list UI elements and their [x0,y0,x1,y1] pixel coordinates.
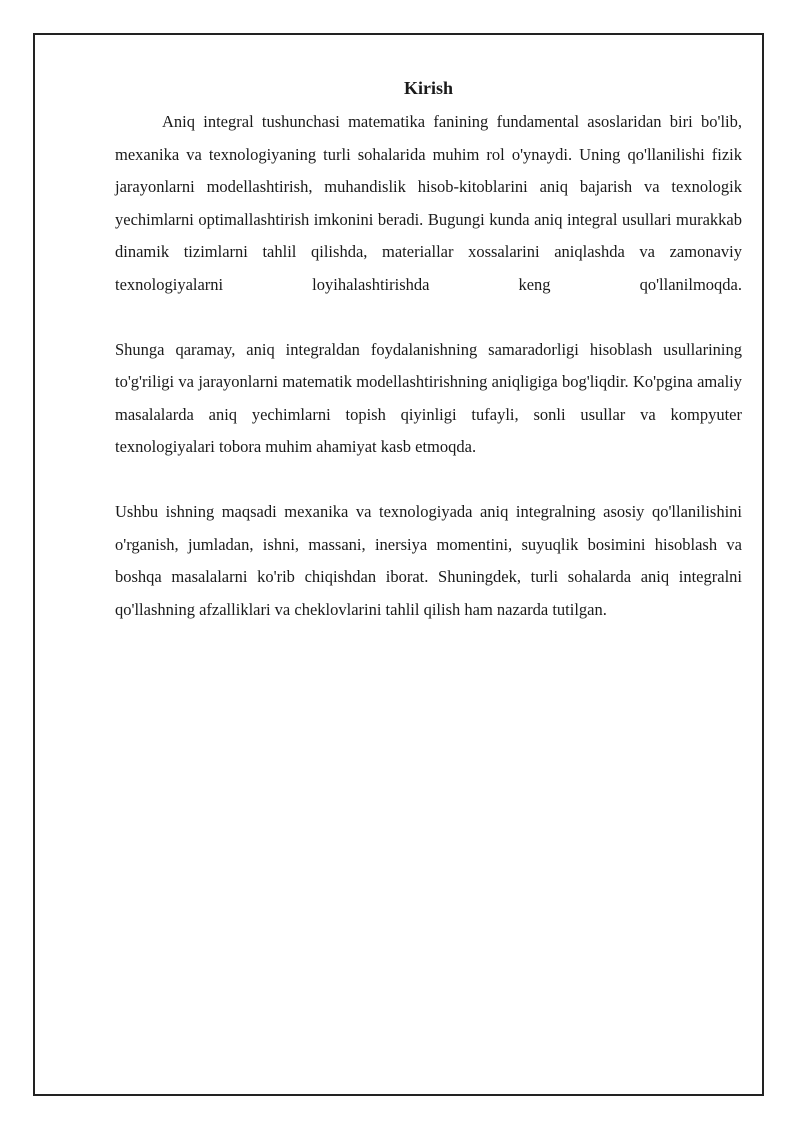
document-title: Kirish [403,78,453,98]
paragraph-second: Shunga qaramay, aniq integraldan foydalanishning samaradorligi hisoblash usullarining to'g'riligi va jarayonlarni matematik modellashtirishning aniqligiga bog'liqdir. Ko'pgina amaliy masalalarda aniq yechimlarni topish qiyinligi tufayli, sonli usullar va kompyuter texnologiyalari tobora muhim ahamiyat kasb etmoqda. [115,339,742,456]
paragraph-gap [115,464,742,497]
paragraph-third: Ushbu ishning maqsadi mexanika va texnologiyada aniq integralning asosiy qo'llanilishini o'rganish, jumladan, ishni, massani, inersiya momentini, suyuqlik bosimini hisoblash va boshqa masalalarni ko'rib chiqishdan iborat. Shuningdek, turli sohalarda aniq integralni qo'llashning afzalliklari va cheklovlarini tahlil qilish ham nazarda tutilgan. [115,502,742,619]
paragraph-intro: Aniq integral tushunchasi matematika fanining fundamental asoslaridan biri bo'lib, mexanika va texnologiyaning turli sohalarida muhim rol o'ynaydi. Uning qo'llanilishi fizik jarayonlarni modellashtirish, muhandislik hisob-kitoblarini aniq bajarish va texnologik yechimlarni optimallashtirish imkonini beradi. Bugungi kunda aniq integral usullari murakkab dinamik tizimlarni tahlil qilishda, materiallar xossalarini aniqlashda va zamonaviy texnologiyalarni loyihalashtirishda keng qo'llanilmoqda. [115,112,742,294]
document-body [115,76,742,626]
paragraph-gap [115,301,742,334]
